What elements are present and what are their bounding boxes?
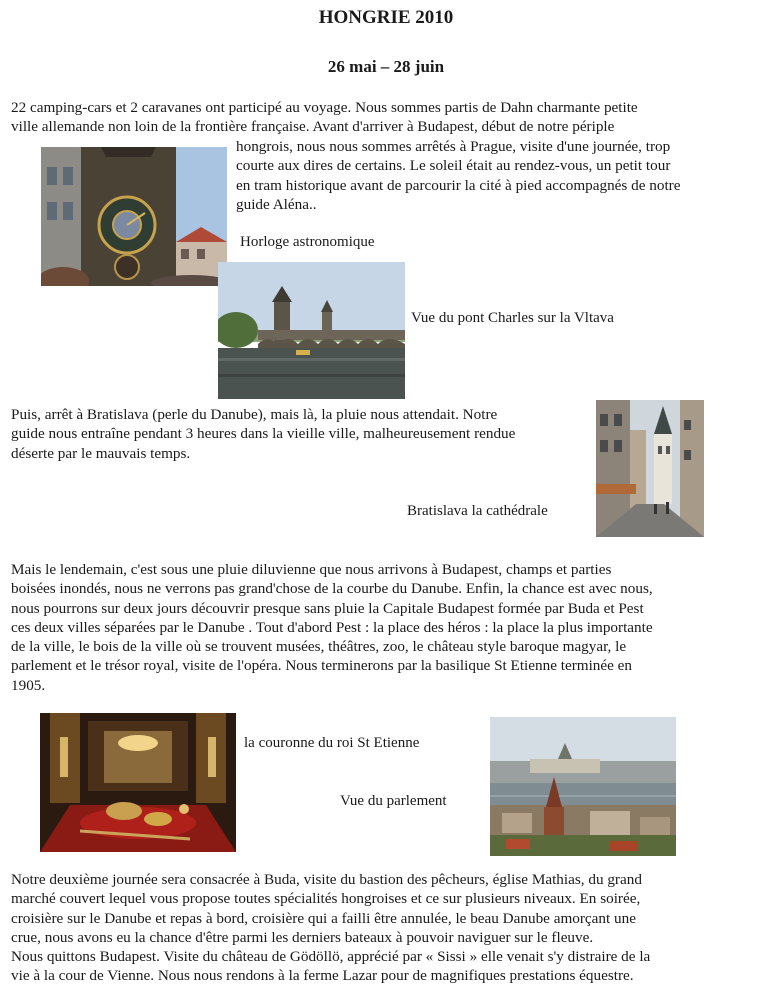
intro-line: ville allemande non loin de la frontière française. Avant d'arriver à Budapest, début de notre périple [11,118,615,136]
buda-line: Nous quittons Budapest. Visite du château de Gödöllö, apprécié par « Sissi » elle venait s'y distraire de la [11,948,651,966]
budapest-line: 1905. [11,676,46,694]
buda-line: marché couvert lequel vous propose toutes spécialités hongroises et ce sur plusieurs niveaux. En soirée, [11,890,641,908]
caption-cathedral: Bratislava la cathédrale [407,503,548,519]
caption-parliament: Vue du parlement [340,793,447,809]
buda-line: vie à la cour de Vienne. Nous nous rendons à la ferme Lazar pour de magnifiques prestations équestre. [11,967,634,985]
intro-line: courte aux dires de certains. Le soleil était au rendez-vous, un petit tour [236,157,671,175]
intro-line: hongrois, nous nous sommes arrêtés à Prague, visite d'une journée, trop [236,138,671,155]
trip-dates: 26 mai – 28 juin [327,57,445,76]
budapest-line: boisées inondés, nous ne verrons pas grand'chose de la courbe du Danube. Enfin, la chance est avec nous, [11,580,653,598]
intro-paragraph [11,98,733,137]
bratislava-cathedral-photo [596,400,704,537]
bratislava-paragraph [11,405,591,463]
crown-photo [40,713,236,852]
bratislava-line: guide nous entraîne pendant 3 heures dans la vieille ville, malheureusement rendue [11,425,516,443]
buda-line: croisière sur le Danube et repas à bord, croisière qui a failli être annulée, le beau Danube amorçant une [11,909,636,927]
budapest-line: parlement et le trésor royal, visite de l'opéra. Nous terminerons par la basilique St Etienne terminée en [11,657,632,675]
budapest-line: ces deux villes séparées par le Danube . Tout d'abord Pest : la place des héros : la place la plus importante [11,618,653,636]
buda-line: Notre deuxième journée sera consacrée à Buda, visite du bastion des pêcheurs, église Mathias, du grand [11,871,642,888]
caption-crown: la couronne du roi St Etienne [244,735,420,751]
astronomical-clock-photo [41,147,227,286]
page-title: HONGRIE 2010 [318,7,454,28]
intro-line: guide Aléna.. [236,195,317,213]
parliament-photo [490,717,676,856]
intro-line: en tram historique avant de parcourir la cité à pied accompagnés de notre [236,176,681,194]
intro-paragraph-wrap [236,137,736,214]
bratislava-line: déserte par le mauvais temps. [11,444,191,462]
caption-clock: Horloge astronomique [240,234,375,250]
buda-line: crue, nous avons eu la chance d'être parmi les derniers bateaux à pouvoir naviguer sur le fleuve. [11,928,594,946]
budapest-line: de la ville, le bois de la ville où se trouvent musées, théâtres, zoo, le château style baroque magyar, le [11,638,627,656]
budapest-line: Mais le lendemain, c'est sous une pluie diluvienne que nous arrivons à Budapest, champs et parties [11,561,612,578]
buda-paragraph [11,870,746,986]
charles-bridge-photo [218,262,405,399]
budapest-line: nous pourrons sur deux jours découvrir presque sans pluie la Capitale Budapest formée par Buda et Pest [11,599,644,617]
budapest-paragraph [11,560,746,695]
caption-bridge: Vue du pont Charles sur la Vltava [411,310,614,326]
bratislava-line: Puis, arrêt à Bratislava (perle du Danube), mais là, la pluie nous attendait. Notre [11,406,498,423]
intro-line: 22 camping-cars et 2 caravanes ont participé au voyage. Nous sommes partis de Dahn charmante petite [11,99,638,116]
